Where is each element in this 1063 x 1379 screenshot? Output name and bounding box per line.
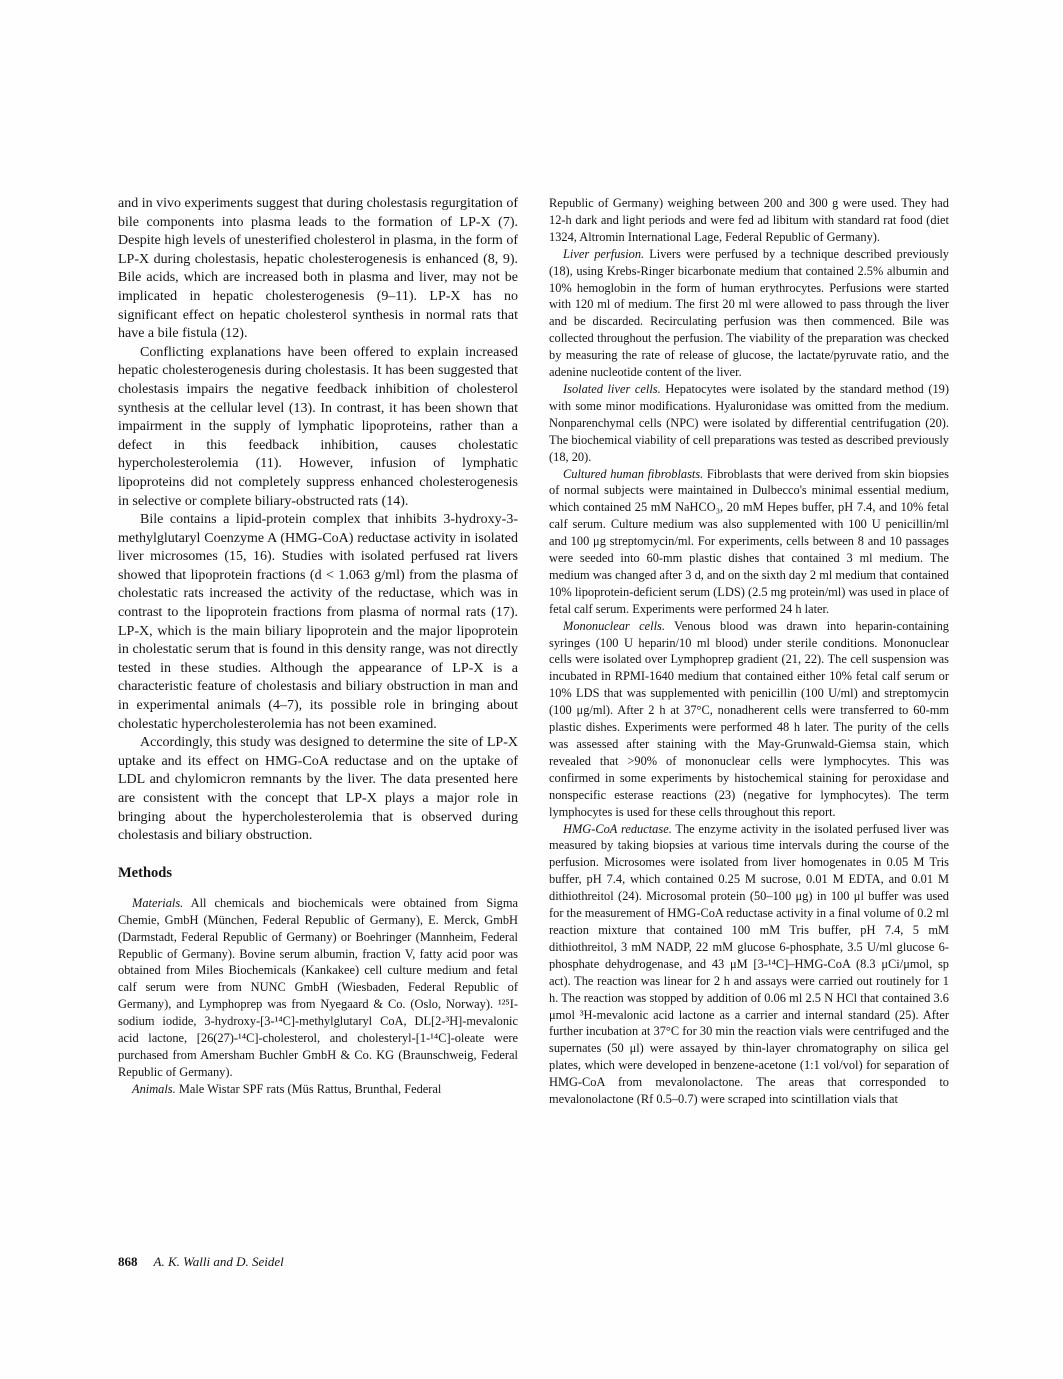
methods-paragraph — [549, 466, 949, 618]
paragraph-run-in-heading: Materials. — [132, 895, 184, 910]
paragraph-body: All chemicals and biochemicals were obtained from Sigma Chemie, GmbH (München, Federal Republic of Germany), E. Merck, GmbH (Darmstadt, Federal Republic of Germany) or Boehringer (Mannheim, Federal Republic of Germany). Bovine serum albumin, fraction V, fatty acid poor was obtained from Miles Biochemicals (Kankakee) cell culture medium and fetal calf serum were from NUNC GmbH (Wiesbaden, Federal Republic of Germany), and Lymphoprep was from Nyegaard & Co. (Oslo, Norway). ¹²⁵I-sodium iodide, 3-hydroxy-[3-¹⁴C]-methylglutaryl CoA, DL[2-³H]-mevalonic acid lactone, [26(27)-¹⁴C]-cholesterol, and cholesteryl-[1-¹⁴C]-oleate were purchased from Amersham Buchler GmbH & Co. KG (Braunschweig, Federal Republic of Germany). — [118, 895, 518, 1079]
methods-paragraph — [549, 195, 949, 246]
paragraph-body: Republic of Germany) weighing between 200 and 300 g were used. They had 12-h dark and light periods and were fed ad libitum with standard rat food (diet 1324, Altromin International Lage, Federal Republic of Germany). — [549, 196, 949, 244]
page-number: 868 — [118, 1254, 138, 1269]
methods-paragraph — [118, 1081, 518, 1098]
intro-paragraph: Bile contains a lipid-protein complex that inhibits 3-hydroxy-3-methylglutaryl Coenzyme A (HMG-CoA) reductase activity in isolated liver microsomes (15, 16). Studies with isolated perfused rat livers showed that lipoprotein fractions (d < 1.063 g/ml) from the plasma of cholestatic rats increased the activity of the reductase, which was in contrast to the lipoprotein fractions from plasma of normal rats (17). LP-X, which is the main biliary lipoprotein and the major lipoprotein in cholestatic serum that is found in this density range, was not directly tested in these studies. Although the appearance of LP-X is a characteristic feature of cholestasis and biliary obstruction in man and in experimental animals (4–7), its possible role in bringing about cholestatic hypercholesterolemia has not been examined. — [118, 512, 518, 732]
paragraph-body: Livers were perfused by a technique described previously (18), using Krebs-Ringer bicarbonate medium that contained 2.5% albumin and 10% hemoglobin in the form of human erythrocytes. Perfusions were started with 120 ml of medium. The first 20 ml were allowed to pass through the liver and be discarded. Recirculating perfusion was then commenced. Bile was collected throughout the perfusion. The viability of the preparation was checked by measuring the rate of release of glucose, the lactate/pyruvate ratio, and the adenine nucleotide content of the liver. — [549, 246, 949, 380]
paragraph-body: Fibroblasts that were derived from skin biopsies of normal subjects were maintained in Dulbecco's minimal essential medium, which contained 25 mM NaHCO₃, 20 mM Hepes buffer, pH 7.4, and 10% fetal calf serum. Culture medium was also supplemented with 100 U penicillin/ml and 100 μg streptomycin/ml. For experiments, cells between 8 and 10 passages were seeded into 60-mm plastic dishes that contained 3 ml medium. The medium was changed after 3 d, and on the sixth day 2 ml medium that contained 10% lipoprotein-deficient serum (LDS) (2.5 mg protein/ml) was used in place of fetal calf serum. Experiments were performed 24 h later. — [549, 466, 949, 616]
paragraph-run-in-heading: Isolated liver cells. — [563, 381, 661, 396]
methods-paragraph — [549, 381, 949, 466]
left-column — [118, 195, 518, 1108]
paragraph-body: Male Wistar SPF rats (Müs Rattus, Brunthal, Federal — [175, 1081, 442, 1096]
paragraph-run-in-heading: Liver perfusion. — [563, 246, 645, 261]
intro-paragraph: Conflicting explanations have been offered to explain increased hepatic cholesterogenesis during cholestasis. It has been suggested that cholestasis impairs the negative feedback inhibition of cholesterol synthesis at the cellular level (13). In contrast, it has been shown that impairment in the supply of lymphatic lipoproteins, rather than a defect in this feedback inhibition, causes cholestatic hypercholesterolemia (11). However, infusion of lymphatic lipoproteins did not completely suppress enhanced cholesterogenesis in selective or complete biliary-obstructed rats (14). — [118, 344, 518, 509]
paragraph-body: Venous blood was drawn into heparin-containing syringes (100 U heparin/10 ml blood) under sterile conditions. Mononuclear cells were isolated over Lymphoprep gradient (21, 22). The cell suspension was incubated in RPMI-1640 medium that contained either 10% fetal calf serum or 10% LDS that was supplemented with penicillin (100 U/ml) and streptomycin (100 μg/ml). After 2 h at 37°C, nonadherent cells were transferred to 60-mm plastic dishes. Experiments were performed 48 h later. The purity of the cells was assessed after staining with the May-Grunwald-Giemsa stain, which revealed that >90% of mononuclear cells were lymphocytes. This was confirmed in some experiments by histochemical staining for peroxidase and nonspecific esterase reactions (23) (negative for lymphocytes). The term lymphocytes is used for these cells throughout this report. — [549, 618, 949, 819]
two-column-layout — [118, 195, 950, 1108]
intro-paragraph: Accordingly, this study was designed to determine the site of LP-X uptake and its effect on HMG-CoA reductase and on the uptake of LDL and chylomicron remnants by the liver. The data presented here are consistent with the concept that LP-X plays a major role in bringing about the hypercholesterolemia that is observed during cholestasis and biliary obstruction. — [118, 735, 518, 844]
paragraph-body: Hepatocytes were isolated by the standard method (19) with some minor modifications. Hyaluronidase was omitted from the medium. Nonparenchymal cells (NPC) were isolated by differential centrifugation (20). The biochemical viability of cell preparations was tested as described previously (18, 20). — [549, 381, 950, 464]
paragraph-run-in-heading: Mononuclear cells. — [563, 618, 665, 633]
paragraph-body: The enzyme activity in the isolated perfused liver was measured by taking biopsies at various time intervals during the course of the perfusion. Microsomes were isolated from liver homogenates in 0.05 M Tris buffer, pH 7.4, which contained 0.25 M sucrose, 0.01 M EDTA, and 0.01 M dithiothreitol (24). Microsomal protein (50–100 μg) in 100 μl buffer was used for the measurement of HMG-CoA reductase activity in a final volume of 0.2 ml reaction mixture that contained 100 mM Tris buffer, pH 7.4, 5 mM dithiothreitol, 3 mM NADP, 22 mM glucose 6-phosphate, 3.5 U/ml glucose 6-phosphate dehydrogenase, and 43 μM [3-¹⁴C]–HMG-CoA (8.3 μCi/μmol, sp act). The reaction was linear for 2 h and assays were carried out routinely for 1 h. The reaction was stopped by addition of 0.06 ml 2.5 N HCl that contained 3.6 μmol ³H-mevalonic acid lactone as a carrier and internal standard (25). After further incubation at 37°C for 30 min the reaction vials were centrifuged and the supernates (50 μl) were assayed by thin-layer chromatography on silica gel plates, which were developed in benzene-acetone (1:1 vol/vol) for separation of HMG-CoA from mevalonolactone. The areas that corresponded to mevalonolactone (Rf 0.5–0.7) were scraped into scintillation vials that — [549, 821, 949, 1107]
methods-section-heading: Methods — [118, 864, 172, 881]
paragraph-run-in-heading: Cultured human fibroblasts. — [563, 466, 704, 481]
running-title-authors: A. K. Walli and D. Seidel — [153, 1254, 284, 1269]
journal-page — [118, 195, 950, 1108]
paragraph-run-in-heading: HMG-CoA reductase. — [563, 821, 672, 836]
right-column — [549, 195, 949, 1108]
paragraph-run-in-heading: Animals. — [132, 1081, 176, 1096]
page-footer — [118, 1254, 284, 1270]
methods-paragraph — [549, 821, 949, 1108]
methods-paragraph — [549, 246, 949, 381]
intro-paragraph: and in vivo experiments suggest that during cholestasis regurgitation of bile components into plasma leads to the formation of LP-X (7). Despite high levels of unesterified cholesterol in plasma, in the form of LP-X during cholestasis, hepatic cholesterogenesis is enhanced (8, 9). Bile acids, which are increased both in plasma and liver, may not be implicated in hepatic cholesterogenesis (9–11). LP-X has no significant effect on hepatic cholesterol synthesis in normal rats that have a bile fistula (12). — [118, 196, 518, 342]
methods-paragraph — [549, 618, 949, 821]
methods-paragraph — [118, 895, 518, 1081]
